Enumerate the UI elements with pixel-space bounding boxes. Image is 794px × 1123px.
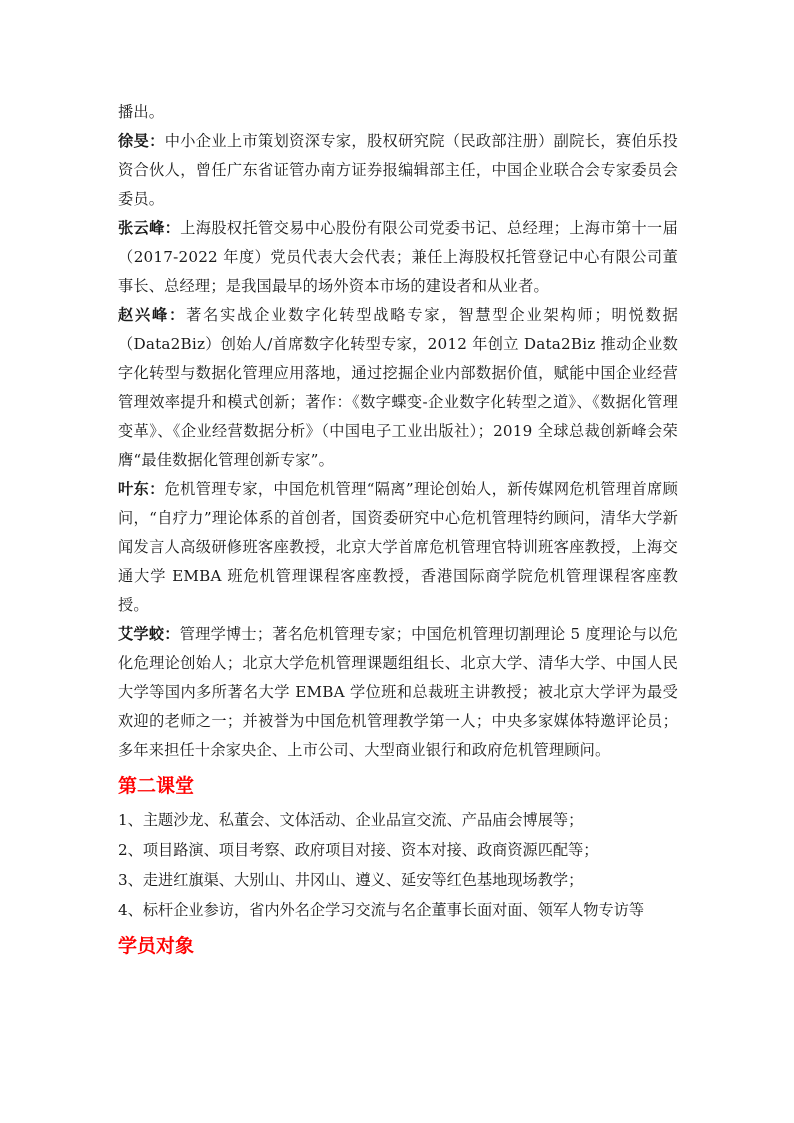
bio-text: 危机管理专家，中国危机管理“隔离”理论创始人，新传媒网危机管理首席顾问，“自疗力”理论体系的首创者，国资委研究中心危机管理特约顾问，清华大学新闻发言人高级研修班客座教授，北京大学首席危机管理官特训班客座教授，上海交通大学 EMBA 班危机管理课程客座教授，香港国际商学院危机管理课程客座教授。: [118, 480, 678, 614]
continuation-text: 播出。: [118, 103, 165, 121]
section-heading-students: 学员对象: [118, 935, 195, 957]
bio-name: 张云峰：: [118, 219, 181, 237]
list-item: 3、走进红旗渠、大别山、井冈山、遵义、延安等红色基地现场教学；: [118, 871, 584, 889]
bio-ai-xuejiao: [118, 620, 678, 765]
list-item: 1、主题沙龙、私董会、文体活动、企业品宣交流、产品庙会博展等；: [118, 811, 584, 829]
bio-zhang-yunfeng: [118, 214, 678, 301]
bio-ye-dong: [118, 475, 678, 620]
section-heading-second-class: 第二课堂: [118, 775, 195, 797]
bio-text: 著名实战企业数字化转型战略专家，智慧型企业架构师；明悦数据（Data2Biz）创始人/首席数字化转型专家，2012 年创立 Data2Biz 推动企业数字化转型与数据化管理应用落地，通过挖掘企业内部数据价值，赋能中国企业经营管理效率提升和模式创新；著作：《数字蝶变-企业数字化转型之道》、《数据化管理变革》、《企业经营数据分析》（中国电子工业出版社）；2019 全球总裁创新峰会荣膺“最佳数据化管理创新专家”。: [118, 306, 678, 469]
bio-xu-min: [118, 127, 678, 214]
bio-name: 叶东：: [118, 480, 165, 498]
bio-text: 管理学博士；著名危机管理专家；中国危机管理切割理论 5 度理论与以危化危理论创始人；北京大学危机管理课题组组长、北京大学、清华大学、中国人民大学等国内多所著名大学 EMBA 学位班和总裁班主讲教授；被北京大学评为最受欢迎的老师之一；并被誉为中国危机管理教学第一人；中央多家媒体特邀评论员；多年来担任十余家央企、上市公司、大型商业银行和政府危机管理顾问。: [118, 625, 678, 759]
bio-name: 赵兴峰：: [118, 306, 187, 324]
bio-text: 上海股权托管交易中心股份有限公司党委书记、总经理；上海市第十一届（2017-2022 年度）党员代表大会代表；兼任上海股权托管登记中心有限公司董事长、总经理；是我国最早的场外资本市场的建设者和从业者。: [118, 219, 678, 295]
list-item: 2、项目路演、项目考察、政府项目对接、资本对接、政商资源匹配等；: [118, 841, 599, 859]
bio-name: 艾学蛟：: [118, 625, 180, 643]
document-page: [118, 98, 678, 965]
bio-name: 徐旻：: [118, 132, 165, 150]
bio-zhao-xingfeng: [118, 301, 678, 475]
bio-text: 中小企业上市策划资深专家，股权研究院（民政部注册）副院长，赛伯乐投资合伙人，曾任广东省证管办南方证券报编辑部主任，中国企业联合会专家委员会委员。: [118, 132, 678, 208]
list-item: 4、标杆企业参访，省内外名企学习交流与名企董事长面对面、领军人物专访等: [118, 901, 645, 919]
